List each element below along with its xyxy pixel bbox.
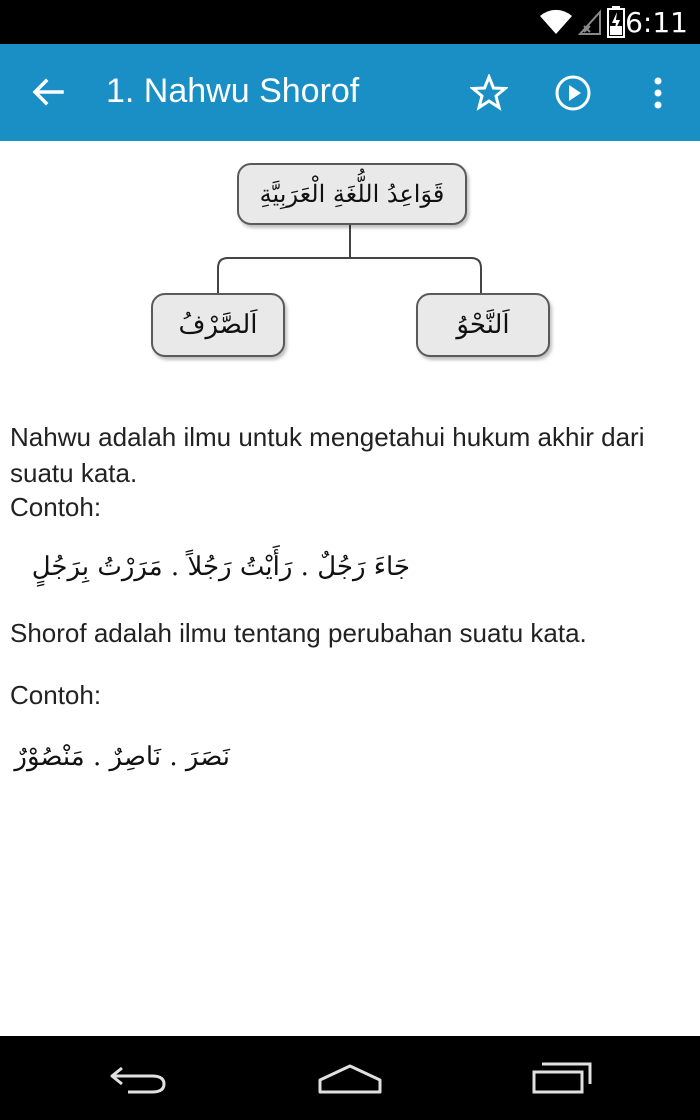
paragraph-nahwu: Nahwu adalah ilmu untuk mengetahui hukum akhir dari suatu kata. [10,422,645,488]
app-bar [0,44,700,141]
diagram-root-box: قَوَاعِدُ اللُّغَةِ الْعَرَبِيَّةِ [237,163,467,225]
nav-back-icon[interactable] [108,1060,170,1096]
diagram-left-box: اَلصَّرْفُ [151,293,285,357]
system-nav-bar [0,1036,700,1120]
arabic-example-1: جَاءَ رَجُلٌ . رَأَيْتُ رَجُلاً . مَرَرْتُ بِرَجُلٍ [31,552,410,582]
star-icon[interactable] [470,74,508,112]
nav-recent-apps-icon[interactable] [530,1060,594,1096]
paragraph-shorof: Shorof adalah ilmu tentang perubahan suatu kata. [10,618,587,648]
wifi-icon [538,8,574,40]
clock: 6:11 [625,6,688,39]
play-icon[interactable] [554,74,592,112]
page-title: 1. Nahwu Shorof [106,72,360,110]
arabic-example-2: نَصَرَ . نَاصِرٌ . مَنْصُوْرٌ [14,742,230,772]
status-bar [0,0,700,44]
example-label-1: Contoh: [10,492,102,522]
back-arrow-icon[interactable] [30,74,66,110]
nav-home-icon[interactable] [316,1060,384,1096]
tree-diagram [140,150,560,370]
example-label-2: Contoh: [10,680,102,710]
diagram-right-box: اَلنَّحْوُ [416,293,550,357]
overflow-menu-icon[interactable] [644,74,672,112]
battery-charging-icon [607,6,625,42]
no-signal-icon [578,8,602,40]
